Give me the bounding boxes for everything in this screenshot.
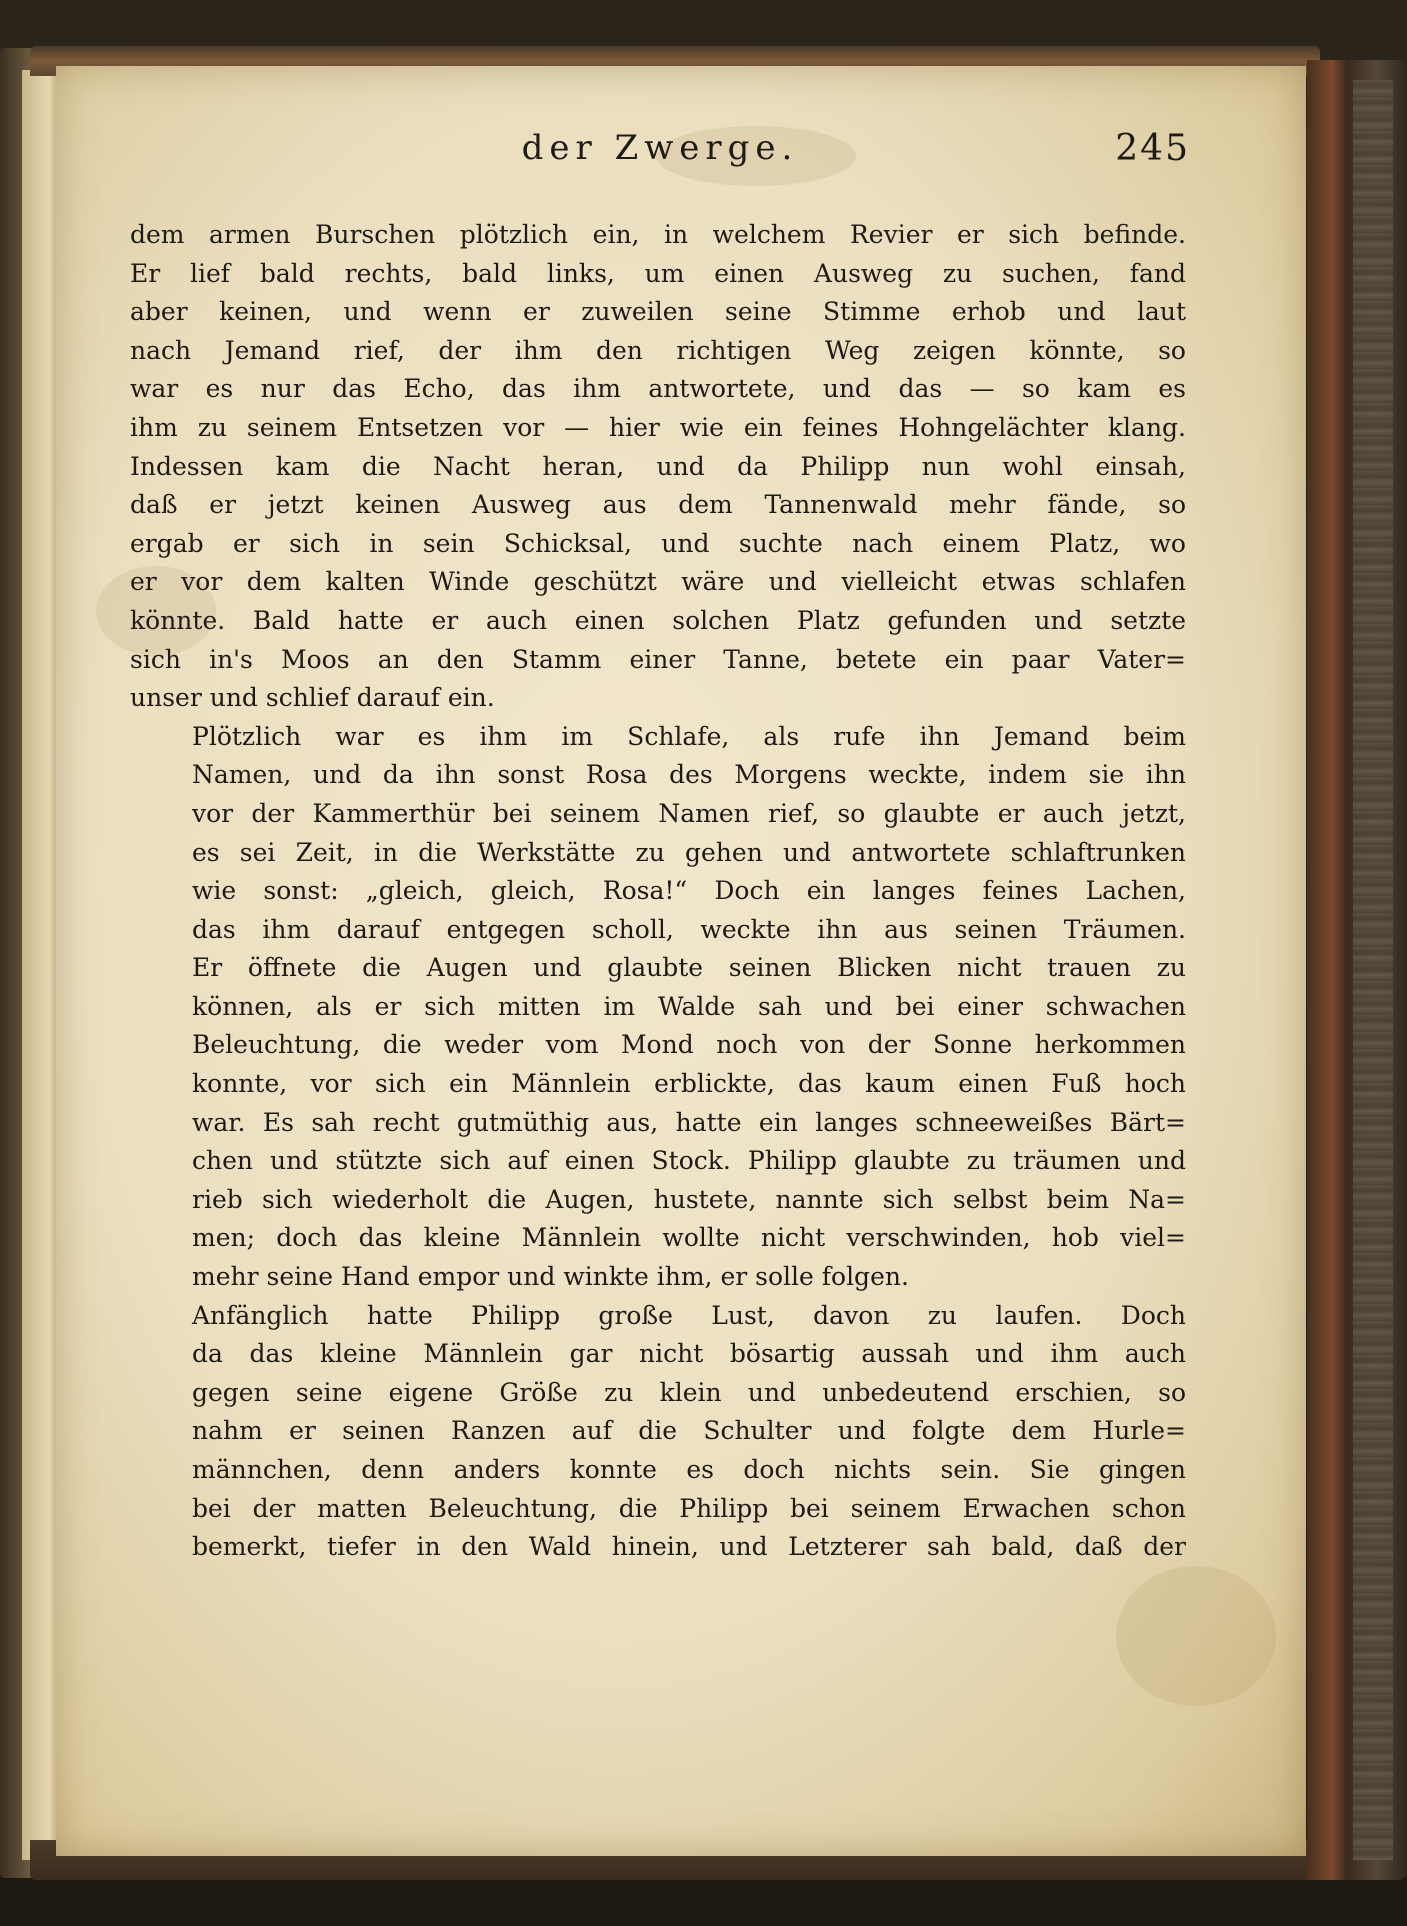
text-line: bei der matten Beleuchtung, die Philipp bei seinem Erwachen schon — [192, 1493, 1186, 1523]
text-line: vor der Kammerthür bei seinem Namen rief, so glaubte er auch jetzt, — [192, 798, 1186, 828]
text-line: ergab er sich in sein Schicksal, und suchte nach einem Platz, wo — [130, 528, 1186, 558]
paper-stain — [1116, 1566, 1276, 1706]
paragraph — [130, 1297, 1186, 1567]
text-line: dem armen Burschen plötzlich ein, in welchem Revier er sich befinde. — [130, 220, 1186, 249]
text-line: war es nur das Echo, das ihm antwortete, und das — so kam es — [130, 374, 1186, 404]
text-line: mehr seine Hand empor und winkte ihm, er solle folgen. — [192, 1262, 909, 1292]
text-line: war. Es sah recht gutmüthig aus, hatte ein langes schneeweißes Bärt= — [192, 1107, 1186, 1137]
text-line: Anfänglich hatte Philipp große Lust, davon zu laufen. Doch — [192, 1300, 1186, 1330]
facing-page-edge — [22, 70, 60, 1860]
text-line: Er öffnete die Augen und glaubte seinen Blicken nicht trauen zu — [192, 953, 1186, 983]
text-line: Plötzlich war es ihm im Schlafe, als rufe ihn Jemand beim — [192, 721, 1186, 751]
text-line: Beleuchtung, die weder vom Mond noch von der Sonne herkommen — [192, 1030, 1186, 1060]
running-head: der Zwerge. — [521, 128, 799, 168]
text-line: chen und stützte sich auf einen Stock. Philipp glaubte zu träumen und — [192, 1146, 1186, 1176]
text-line: nahm er seinen Ranzen auf die Schulter und folgte dem Hurle= — [192, 1416, 1186, 1446]
text-line: konnte, vor sich ein Männlein erblickte, das kaum einen Fuß hoch — [192, 1069, 1186, 1099]
paragraph — [130, 216, 1186, 718]
text-line: ihm zu seinem Entsetzen vor — hier wie ein feines Hohngelächter klang. — [130, 412, 1186, 442]
text-line: aber keinen, und wenn er zuweilen seine Stimme erhob und laut — [130, 297, 1186, 327]
page-number: 245 — [1115, 128, 1190, 169]
text-line: bemerkt, tiefer in den Wald hinein, und Letzterer sah bald, daß der — [192, 1532, 1186, 1562]
page-header — [130, 128, 1190, 188]
text-line: Indessen kam die Nacht heran, und da Philipp nun wohl einsah, — [130, 451, 1186, 481]
text-line: nach Jemand rief, der ihm den richtigen Weg zeigen könnte, so — [130, 335, 1186, 365]
body-text — [130, 216, 1186, 1567]
text-line: men; doch das kleine Männlein wollte nicht verschwinden, hob viel= — [192, 1223, 1186, 1253]
text-line: das ihm darauf entgegen scholl, weckte ihn aus seinen Träumen. — [192, 914, 1186, 944]
text-line: er vor dem kalten Winde geschützt wäre und vielleicht etwas schlafen — [130, 567, 1186, 597]
text-line: wie sonst: „gleich, gleich, Rosa!“ Doch ein langes feines Lachen, — [192, 876, 1186, 906]
text-line: könnte. Bald hatte er auch einen solchen Platz gefunden und setzte — [130, 605, 1186, 635]
text-line: männchen, denn anders konnte es doch nichts sein. Sie gingen — [192, 1455, 1186, 1484]
text-line: sich in's Moos an den Stamm einer Tanne, betete ein paar Vater= — [130, 644, 1186, 674]
worn-binding-strip — [1353, 80, 1393, 1860]
text-line: es sei Zeit, in die Werkstätte zu gehen und antwortete schlaftrunken — [192, 837, 1186, 867]
text-line: können, als er sich mitten im Walde sah und bei einer schwachen — [192, 991, 1186, 1021]
text-line: unser und schlief darauf ein. — [130, 683, 495, 713]
text-line: gegen seine eigene Größe zu klein und unbedeutend erschien, so — [192, 1377, 1186, 1407]
text-line: daß er jetzt keinen Ausweg aus dem Tannenwald mehr fände, so — [130, 490, 1186, 520]
text-line: rieb sich wiederholt die Augen, hustete, nannte sich selbst beim Na= — [192, 1184, 1186, 1214]
paragraph — [130, 718, 1186, 1297]
text-line: Er lief bald rechts, bald links, um einen Ausweg zu suchen, fand — [130, 258, 1186, 288]
text-line: Namen, und da ihn sonst Rosa des Morgens weckte, indem sie ihn — [192, 760, 1186, 790]
text-line: da das kleine Männlein gar nicht bösartig aussah und ihm auch — [192, 1339, 1186, 1369]
